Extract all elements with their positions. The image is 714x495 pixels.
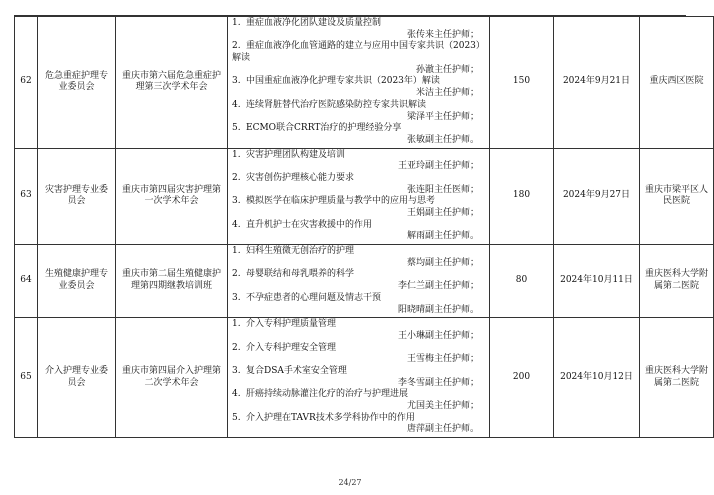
topic-speaker: 米洁主任护师； xyxy=(415,88,479,99)
topic-title xyxy=(232,343,485,355)
table-row xyxy=(15,148,714,245)
date-cell: 2024年10月11日 xyxy=(554,245,640,318)
attendees-cell: 150 xyxy=(490,17,554,149)
topic-number: 1. xyxy=(232,246,241,257)
topic-number: 5. xyxy=(232,412,241,423)
meeting-name-cell: 重庆市第四届灾害护理第一次学术年会 xyxy=(116,148,228,245)
topic-title xyxy=(232,123,485,135)
topics-cell xyxy=(228,17,490,149)
topic-number: 2. xyxy=(232,342,241,353)
table-row xyxy=(15,245,714,318)
row-number-cell: 62 xyxy=(15,17,38,149)
topic-number: 2. xyxy=(232,269,241,280)
meeting-name-cell: 重庆市第二届生殖健康护理第四期继教培训班 xyxy=(116,245,228,318)
venue-cell: 重庆医科大学附属第二医院 xyxy=(640,318,714,438)
topic-number: 1. xyxy=(232,18,241,28)
table-row xyxy=(15,17,714,149)
attendees-cell: 80 xyxy=(490,245,554,318)
topic-title xyxy=(232,319,485,331)
topic-title-text: 介入护理在TAVR技术多学科协作中的作用 xyxy=(246,412,415,423)
topic-speaker: 王小琳副主任护师； xyxy=(397,330,479,341)
topic-speaker: 张敏副主任护师。 xyxy=(406,134,479,145)
meeting-schedule-table xyxy=(14,16,714,438)
table-row xyxy=(15,318,714,438)
topic-number: 2. xyxy=(232,41,241,52)
topic-number: 4. xyxy=(232,99,241,110)
topics-cell xyxy=(228,318,490,438)
topic-number: 3. xyxy=(232,365,241,376)
date-cell: 2024年10月12日 xyxy=(554,318,640,438)
topic-speaker: 唐萍副主任护师。 xyxy=(406,424,479,435)
topics-cell xyxy=(228,148,490,245)
attendees-cell: 200 xyxy=(490,318,554,438)
topic-number: 3. xyxy=(232,292,241,303)
topic-speaker: 张连阳主任医师； xyxy=(406,184,479,195)
topic-title-text: 肝癌持续动脉灌注化疗的治疗与护理进展 xyxy=(246,389,409,400)
topic-title-text: 中国重症血液净化护理专家共识（2023年）解读 xyxy=(246,76,440,87)
row-number-cell: 63 xyxy=(15,148,38,245)
topic-title xyxy=(232,41,485,64)
topic-number: 4. xyxy=(232,219,241,230)
venue-cell: 重庆西区医院 xyxy=(640,17,714,149)
topic-title xyxy=(232,76,485,88)
topic-title xyxy=(232,150,485,162)
topic-title-text: 直升机护士在灾害救援中的作用 xyxy=(246,219,373,230)
topic-title-text: 复合DSA手术室安全管理 xyxy=(246,365,347,376)
topic-speaker: 孙澈主任护师； xyxy=(415,64,479,75)
topic-speaker: 王雪梅主任护师； xyxy=(406,354,479,365)
topic-title-text: 重症血液净化团队建设及质量控制 xyxy=(246,18,382,28)
topic-speaker: 梁泽平主任护师； xyxy=(406,111,479,122)
meeting-name-cell: 重庆市第六届危急重症护理第三次学术年会 xyxy=(116,17,228,149)
topic-title xyxy=(232,293,485,305)
topic-number: 2. xyxy=(232,172,241,183)
topic-title-text: 重症血液净化血管通路的建立与应用中国专家共识（2023）解读 xyxy=(232,41,485,64)
topic-speaker: 王娟副主任护师； xyxy=(406,208,479,218)
date-cell: 2024年9月21日 xyxy=(554,17,640,149)
topic-title xyxy=(232,269,485,281)
topic-title xyxy=(232,173,485,185)
topic-title-text: 灾害护理团队构建及培训 xyxy=(246,149,346,160)
topic-speaker: 李仁兰副主任护师； xyxy=(397,281,479,292)
topic-title-text: 介入专科护理安全管理 xyxy=(246,342,337,353)
topic-title xyxy=(232,220,485,232)
topic-speaker: 张传来主任护师； xyxy=(406,29,479,40)
topic-title-text: ECMO联合CRRT治疗的护理经验分享 xyxy=(246,123,402,134)
topic-title xyxy=(232,100,485,112)
topic-number: 3. xyxy=(232,76,241,87)
venue-cell: 重庆市梁平区人民医院 xyxy=(640,148,714,245)
topic-number: 1. xyxy=(232,149,241,160)
topic-title xyxy=(232,18,485,30)
topic-title-text: 不孕症患者的心理问题及情志干预 xyxy=(246,292,382,303)
topic-title xyxy=(232,196,485,208)
topic-speaker: 王亚玲副主任护师； xyxy=(397,161,479,172)
date-cell: 2024年9月27日 xyxy=(554,148,640,245)
topic-speaker: 李冬雪副主任护师； xyxy=(397,377,479,388)
committee-cell: 危急重症护理专业委员会 xyxy=(38,17,116,149)
topic-number: 3. xyxy=(232,196,241,207)
committee-cell: 介入护理专业委员会 xyxy=(38,318,116,438)
venue-cell: 重庆医科大学附属第二医院 xyxy=(640,245,714,318)
topic-title xyxy=(232,366,485,378)
topic-title xyxy=(232,246,485,258)
topic-number: 4. xyxy=(232,389,241,400)
topic-speaker: 蔡均副主任护师； xyxy=(406,257,479,268)
topic-title-text: 模拟医学在临床护理质量与教学中的应用与思考 xyxy=(246,196,436,207)
committee-cell: 灾害护理专业委员会 xyxy=(38,148,116,245)
topic-title-text: 灾害创伤护理核心能力要求 xyxy=(246,172,355,183)
page-number: 24/27 xyxy=(338,478,362,487)
topic-speaker: 尤国美主任护师； xyxy=(406,401,479,411)
topic-title-text: 母婴联结和母乳喂养的科学 xyxy=(246,269,355,280)
topic-title xyxy=(232,413,485,425)
topic-speaker: 解雨副主任护师。 xyxy=(406,231,479,242)
committee-cell: 生殖健康护理专业委员会 xyxy=(38,245,116,318)
topics-cell xyxy=(228,245,490,318)
meeting-name-cell: 重庆市第四届介入护理第二次学术年会 xyxy=(116,318,228,438)
row-number-cell: 64 xyxy=(15,245,38,318)
topic-speaker: 阳晓晴副主任护师。 xyxy=(397,304,479,315)
topic-number: 5. xyxy=(232,123,241,134)
topic-title-text: 介入专科护理质量管理 xyxy=(246,319,337,330)
attendees-cell: 180 xyxy=(490,148,554,245)
row-number-cell: 65 xyxy=(15,318,38,438)
topic-number: 1. xyxy=(232,319,241,330)
topic-title-text: 连续肾脏替代治疗医院感染防控专家共识解读 xyxy=(246,99,427,110)
topic-title-text: 妇科生殖微无创治疗的护理 xyxy=(246,246,355,257)
topic-title xyxy=(232,389,485,401)
